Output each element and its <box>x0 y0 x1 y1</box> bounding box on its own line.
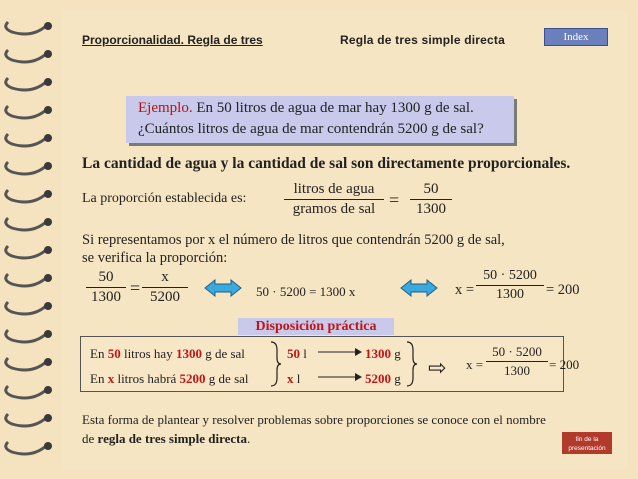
mini-unit: l <box>303 346 307 361</box>
example-line1: En 50 litros de agua de mar hay 1300 g de sal. <box>192 100 474 116</box>
practical-result-value: = 200 <box>549 357 580 372</box>
fraction-denominator: 1300 <box>496 287 524 302</box>
mini-unit: g <box>394 346 401 361</box>
equation-fraction-2 <box>142 269 188 306</box>
example-tag: Ejemplo. <box>138 100 193 116</box>
represent-line2: se verifica la proporción: <box>82 250 228 266</box>
represent-line1: Si representamos por x el número de litros que contendrán 5200 g de sal, <box>82 232 505 248</box>
fraction-bar <box>86 287 126 288</box>
example-box <box>126 96 514 143</box>
fraction-numerator: 50 · 5200 <box>492 344 542 359</box>
x-equals-label: x = <box>455 282 475 298</box>
fraction-numerator: x <box>161 269 169 285</box>
row-text: En <box>90 346 108 361</box>
end-button-line2: presentación <box>568 445 606 452</box>
row-value: 50 <box>107 346 121 361</box>
page-title: Regla de tres simple directa <box>340 33 505 47</box>
footer-line1: Esta forma de plantear y resolver problemas sobre proporciones se conoce con el nombre <box>82 412 546 427</box>
double-arrow-icon <box>203 279 243 297</box>
practical-row-2 <box>90 371 249 387</box>
mini-value: 1300 <box>365 346 391 361</box>
fraction-numerator: 50 · 5200 <box>483 268 537 283</box>
double-arrow-icon <box>399 279 439 297</box>
fraction-bar <box>284 199 384 200</box>
fraction-denominator: 1300 <box>91 289 121 305</box>
mini-unit: l <box>296 371 301 386</box>
spiral-binding <box>0 0 60 479</box>
result-fraction <box>476 268 544 303</box>
mini-value: 50 <box>287 346 300 361</box>
row-value: 5200 <box>179 371 206 386</box>
row-text: En <box>90 371 108 386</box>
implies-arrow-icon: ⇨ <box>428 356 447 381</box>
fraction-numerator: 50 <box>98 269 114 285</box>
fraction-denominator: 1300 <box>504 363 530 378</box>
practical-result-fraction <box>486 344 548 379</box>
practical-row-1 <box>90 346 245 362</box>
arrow-right-icon <box>317 372 363 382</box>
fraction-bar <box>410 199 452 200</box>
row-value: x <box>107 371 115 386</box>
fraction-denominator: 1300 <box>416 201 446 217</box>
row-text: g de sal <box>205 371 249 386</box>
footer-text <box>82 410 546 448</box>
row-text: litros hay <box>120 346 176 361</box>
cross-product-equation: 50 · 5200 = 1300 x <box>256 284 356 299</box>
practical-title: Disposición práctica <box>238 318 394 335</box>
proportion-label: La proporción establecida es: <box>82 191 247 206</box>
mini-value: 5200 <box>365 371 391 386</box>
breadcrumb-link[interactable]: Proporcionalidad. Regla de tres <box>82 33 263 47</box>
row-text: litros habrá <box>114 371 180 386</box>
footer-line2-bold: regla de tres simple directa <box>97 431 247 446</box>
index-button[interactable]: Index <box>544 28 608 46</box>
end-presentation-button[interactable] <box>562 432 612 454</box>
fraction-denominator: gramos de sal <box>292 201 376 217</box>
fraction-numerator: litros de agua <box>293 181 375 197</box>
practical-mini-row-2b <box>365 371 401 387</box>
equals-sign: = <box>389 190 400 210</box>
practical-mini-row-1b <box>365 346 401 362</box>
equation-fraction-1 <box>86 269 126 306</box>
practical-mini-row-2 <box>287 371 300 387</box>
brace-icon <box>269 340 283 388</box>
footer-line2-post: . <box>247 431 251 446</box>
fraction-numerator: 50 <box>423 181 439 197</box>
mini-value: x <box>287 371 294 386</box>
brace-icon <box>405 340 419 388</box>
equals-sign: = <box>130 278 141 298</box>
end-button-line1: fin de la <box>575 436 599 443</box>
practical-mini-row-1 <box>287 346 307 362</box>
fraction-bar <box>142 287 188 288</box>
practical-x-equals: x = <box>466 357 484 372</box>
statement-text: La cantidad de agua y la cantidad de sal son directamente proporcionales. <box>82 155 571 172</box>
fraction-bar <box>476 285 544 286</box>
proportion-fraction-right <box>410 181 452 218</box>
fraction-bar <box>486 361 548 362</box>
footer-line2-pre: de <box>82 431 98 446</box>
row-value: 1300 <box>175 346 202 361</box>
proportion-fraction-left <box>284 181 384 218</box>
row-text: g de sal <box>201 346 245 361</box>
example-line2: ¿Cuántos litros de agua de mar contendrán 5200 g de sal? <box>138 121 484 137</box>
fraction-denominator: 5200 <box>150 289 180 305</box>
result-value: = 200 <box>546 282 580 298</box>
arrow-right-icon <box>317 347 363 357</box>
mini-unit: g <box>394 371 401 386</box>
